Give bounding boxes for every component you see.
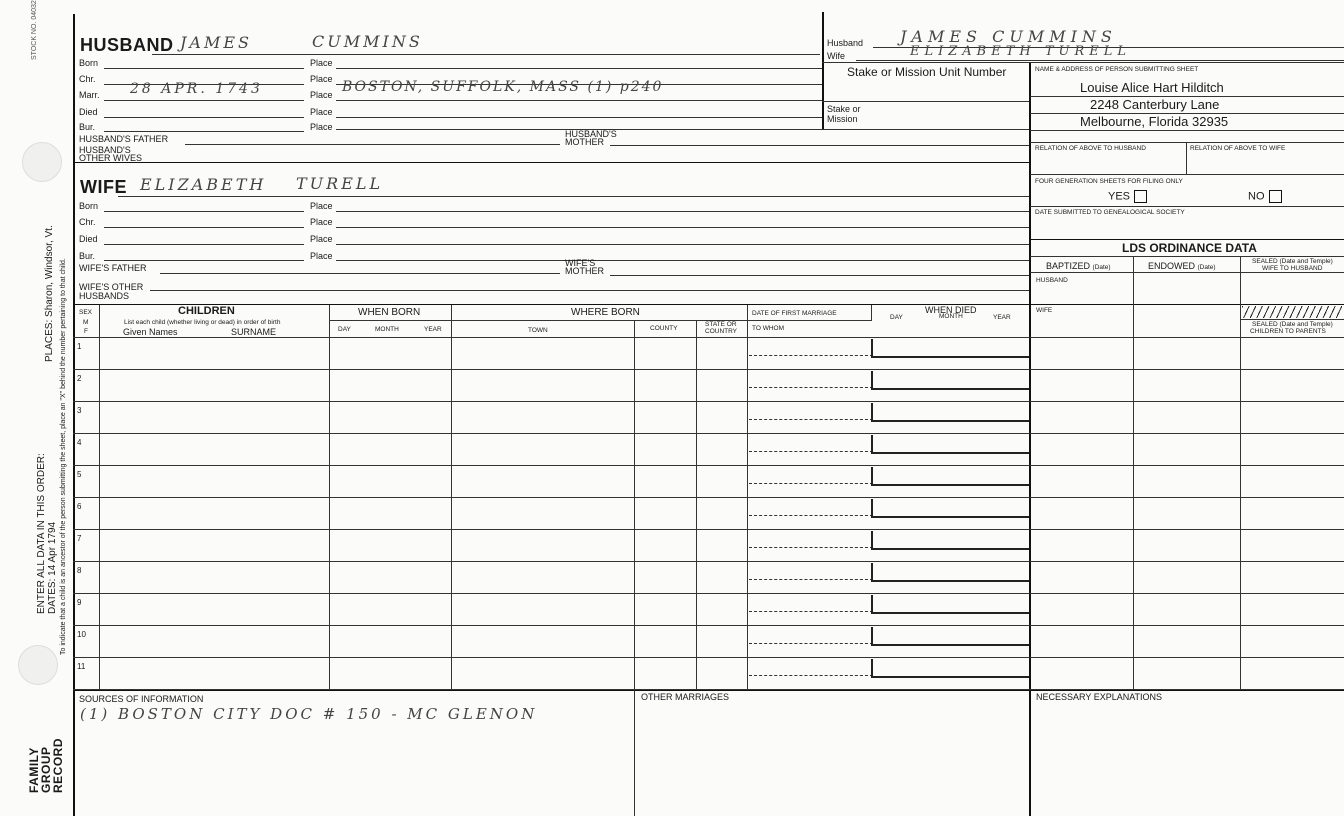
died-bracket bbox=[871, 627, 1029, 646]
baptized-label: BAPTIZED bbox=[1046, 261, 1091, 271]
wife-bur-label: Bur. bbox=[79, 251, 96, 261]
table-row[interactable] bbox=[73, 337, 1344, 369]
side-note: To indicate that a child is an ancestor of the person submitting the sheet, place an "X" behind the number pertaining to that child. bbox=[60, 258, 67, 655]
endowed-date-label: (Date) bbox=[1197, 264, 1216, 271]
explanations-label: NECESSARY EXPLANATIONS bbox=[1036, 692, 1163, 702]
county-header: COUNTY bbox=[650, 325, 678, 332]
husband-mother-label-1: HUSBAND'S bbox=[565, 129, 617, 139]
when-died-header: WHEN DIED bbox=[925, 305, 977, 315]
wife-surname[interactable]: TURELL bbox=[296, 174, 384, 193]
marriage-dash-line bbox=[749, 547, 873, 548]
other-marriages-label: OTHER MARRIAGES bbox=[641, 692, 730, 702]
wife-father-label: WIFE'S FATHER bbox=[79, 263, 147, 273]
sealed-children-2: CHILDREN TO PARENTS bbox=[1250, 328, 1326, 335]
table-row[interactable] bbox=[73, 369, 1344, 401]
husband-chr-place-label: Place bbox=[310, 74, 333, 84]
marriage-dash-line bbox=[749, 643, 873, 644]
marriage-dash-line bbox=[749, 611, 873, 612]
row-number: 8 bbox=[77, 566, 82, 575]
wife-chr-place-label: Place bbox=[310, 217, 333, 227]
born-day-header: DAY bbox=[338, 326, 351, 333]
children-title: CHILDREN bbox=[178, 305, 235, 317]
yes-checkbox[interactable] bbox=[1108, 190, 1147, 203]
stake-label-2: Mission bbox=[827, 114, 858, 124]
side-places: PLACES: Sharon, Windsor, Vt. bbox=[44, 225, 55, 362]
wife-given-name[interactable]: ELIZABETH bbox=[140, 175, 267, 194]
husband-marr-place[interactable]: BOSTON, SUFFOLK, MASS (1) p240 bbox=[342, 79, 664, 95]
row-number: 1 bbox=[77, 342, 82, 351]
header-husband-value[interactable]: JAMES CUMMINS bbox=[900, 27, 1117, 46]
table-row[interactable] bbox=[73, 465, 1344, 497]
wife-mother-label-2: MOTHER bbox=[565, 266, 604, 276]
table-row[interactable] bbox=[73, 433, 1344, 465]
marriage-dash-line bbox=[749, 387, 873, 388]
sealed-children-1: SEALED (Date and Temple) bbox=[1252, 321, 1333, 328]
lds-husband-label: HUSBAND bbox=[1036, 277, 1068, 284]
state-header-2: COUNTRY bbox=[705, 328, 738, 335]
husband-born-label: Born bbox=[79, 58, 99, 68]
died-bracket bbox=[871, 659, 1029, 678]
died-month-header: MONTH bbox=[939, 313, 963, 320]
to-whom-header: TO WHOM bbox=[752, 325, 785, 332]
submitter-name[interactable]: Louise Alice Hart Hilditch bbox=[1080, 80, 1224, 95]
row-number: 9 bbox=[77, 598, 82, 607]
wife-chr-label: Chr. bbox=[79, 217, 96, 227]
four-gen-label: FOUR GENERATION SHEETS FOR FILING ONLY bbox=[1035, 178, 1183, 185]
died-bracket bbox=[871, 371, 1029, 390]
town-header: TOWN bbox=[528, 327, 548, 334]
date-submitted-label: DATE SUBMITTED TO GENEALOGICAL SOCIETY bbox=[1035, 209, 1185, 216]
husband-chr-label: Chr. bbox=[79, 74, 96, 84]
died-bracket bbox=[871, 403, 1029, 422]
husband-marr-place-label: Place bbox=[310, 90, 333, 100]
where-born-header: WHERE BORN bbox=[571, 307, 640, 318]
side-dates: DATES: 14 Apr 1794 bbox=[47, 521, 58, 614]
rel-wife-label: RELATION OF ABOVE TO WIFE bbox=[1190, 145, 1286, 152]
children-instruction: List each child (whether living or dead) in order of birth bbox=[124, 319, 281, 326]
husband-marr-date[interactable]: 28 APR. 1743 bbox=[130, 81, 263, 97]
born-month-header: MONTH bbox=[375, 326, 399, 333]
given-names-header: Given Names bbox=[123, 327, 178, 337]
first-marriage-header: DATE OF FIRST MARRIAGE bbox=[752, 310, 837, 317]
sources-value[interactable]: (1) BOSTON CITY DOC # 150 - MC GLENON bbox=[80, 705, 538, 723]
stake-unit-label: Stake or Mission Unit Number bbox=[847, 65, 1007, 79]
marriage-dash-line bbox=[749, 355, 873, 356]
submitter-street[interactable]: 2248 Canterbury Lane bbox=[1090, 97, 1220, 112]
row-number: 6 bbox=[77, 502, 82, 511]
record-title-3: RECORD bbox=[51, 737, 65, 793]
row-number: 2 bbox=[77, 374, 82, 383]
header-husband-label: Husband bbox=[827, 38, 864, 48]
marriage-dash-line bbox=[749, 483, 873, 484]
marriage-dash-line bbox=[749, 515, 873, 516]
header-wife-label: Wife bbox=[827, 51, 845, 61]
born-year-header: YEAR bbox=[424, 326, 442, 333]
wife-born-label: Born bbox=[79, 201, 99, 211]
table-row[interactable] bbox=[73, 593, 1344, 625]
row-number: 5 bbox=[77, 470, 82, 479]
stock-number: STOCK NO. 04032 bbox=[31, 0, 38, 60]
hatched-area bbox=[1242, 306, 1342, 318]
wife-heading: WIFE bbox=[80, 177, 127, 197]
state-header-1: STATE OR bbox=[705, 321, 737, 328]
table-row[interactable] bbox=[73, 625, 1344, 657]
table-row[interactable] bbox=[73, 497, 1344, 529]
no-label: NO bbox=[1248, 190, 1265, 203]
died-year-header: YEAR bbox=[993, 314, 1011, 321]
died-bracket bbox=[871, 435, 1029, 454]
wife-other-husbands-label-2: HUSBANDS bbox=[79, 291, 130, 301]
wife-mother-label-1: WIFE'S bbox=[565, 258, 596, 268]
wife-born-place-label: Place bbox=[310, 201, 333, 211]
submitter-label: NAME & ADDRESS OF PERSON SUBMITTING SHEET bbox=[1035, 66, 1199, 73]
husband-marr-label: Marr. bbox=[79, 90, 100, 100]
lds-title: LDS ORDINANCE DATA bbox=[1122, 241, 1257, 255]
husband-bur-place-label: Place bbox=[310, 122, 333, 132]
punch-hole-bottom bbox=[18, 645, 58, 685]
yes-box[interactable] bbox=[1134, 190, 1147, 203]
row-number: 4 bbox=[77, 438, 82, 447]
sex-m: M bbox=[83, 319, 89, 326]
surname-header: SURNAME bbox=[231, 327, 277, 337]
stake-label-1: Stake or bbox=[827, 104, 861, 114]
punch-hole-top bbox=[22, 142, 62, 182]
husband-born-place-label: Place bbox=[310, 58, 333, 68]
marriage-dash-line bbox=[749, 419, 873, 420]
husband-heading: HUSBAND bbox=[80, 35, 174, 55]
side-enter: ENTER ALL DATA IN THIS ORDER: bbox=[36, 453, 47, 614]
sources-label: SOURCES OF INFORMATION bbox=[79, 694, 204, 704]
marriage-dash-line bbox=[749, 675, 873, 676]
husband-died-label: Died bbox=[79, 107, 98, 117]
no-checkbox[interactable] bbox=[1248, 190, 1282, 203]
when-born-header: WHEN BORN bbox=[358, 307, 421, 318]
row-number: 10 bbox=[77, 630, 86, 639]
husband-died-place-label: Place bbox=[310, 107, 333, 117]
husband-given-name[interactable]: JAMES bbox=[180, 33, 252, 52]
died-day-header: DAY bbox=[890, 314, 903, 321]
sealed-wife-2: WIFE TO HUSBAND bbox=[1262, 265, 1323, 272]
rel-husband-label: RELATION OF ABOVE TO HUSBAND bbox=[1035, 145, 1146, 152]
lds-baptized bbox=[1046, 261, 1111, 271]
sex-label: SEX bbox=[79, 309, 93, 316]
died-bracket bbox=[871, 595, 1029, 614]
husband-other-wives-label-1: HUSBAND'S bbox=[79, 145, 131, 155]
yes-label: YES bbox=[1108, 190, 1131, 203]
husband-other-wives-label-2: OTHER WIVES bbox=[79, 153, 143, 163]
header-wife-value[interactable]: ELIZABETH TURELL bbox=[910, 44, 1132, 59]
table-row[interactable] bbox=[73, 529, 1344, 561]
row-number: 3 bbox=[77, 406, 82, 415]
husband-surname[interactable]: CUMMINS bbox=[312, 32, 423, 51]
no-box[interactable] bbox=[1269, 190, 1282, 203]
died-bracket bbox=[871, 563, 1029, 582]
row-number: 7 bbox=[77, 534, 82, 543]
died-bracket bbox=[871, 531, 1029, 550]
table-row[interactable] bbox=[73, 561, 1344, 593]
wife-bur-place-label: Place bbox=[310, 251, 333, 261]
husband-father-label: HUSBAND'S FATHER bbox=[79, 134, 169, 144]
submitter-city[interactable]: Melbourne, Florida 32935 bbox=[1080, 114, 1229, 129]
table-row[interactable] bbox=[73, 657, 1344, 689]
endowed-label: ENDOWED bbox=[1148, 261, 1195, 271]
row-number: 11 bbox=[77, 662, 86, 671]
lds-endowed bbox=[1148, 261, 1216, 271]
died-bracket bbox=[871, 339, 1029, 358]
husband-bur-label: Bur. bbox=[79, 122, 96, 132]
husband-mother-label-2: MOTHER bbox=[565, 137, 604, 147]
wife-other-husbands-label-1: WIFE'S OTHER bbox=[79, 282, 144, 292]
lds-wife-label: WIFE bbox=[1036, 307, 1053, 314]
wife-died-label: Died bbox=[79, 234, 98, 244]
died-bracket bbox=[871, 467, 1029, 486]
marriage-dash-line bbox=[749, 579, 873, 580]
record-title-2: GROUP bbox=[39, 746, 53, 793]
marriage-dash-line bbox=[749, 451, 873, 452]
baptized-date-label: (Date) bbox=[1092, 264, 1111, 271]
sex-f: F bbox=[84, 328, 88, 335]
record-title-1: FAMILY bbox=[27, 747, 41, 793]
wife-died-place-label: Place bbox=[310, 234, 333, 244]
died-bracket bbox=[871, 499, 1029, 518]
table-row[interactable] bbox=[73, 401, 1344, 433]
sealed-wife-1: SEALED (Date and Temple) bbox=[1252, 258, 1333, 265]
